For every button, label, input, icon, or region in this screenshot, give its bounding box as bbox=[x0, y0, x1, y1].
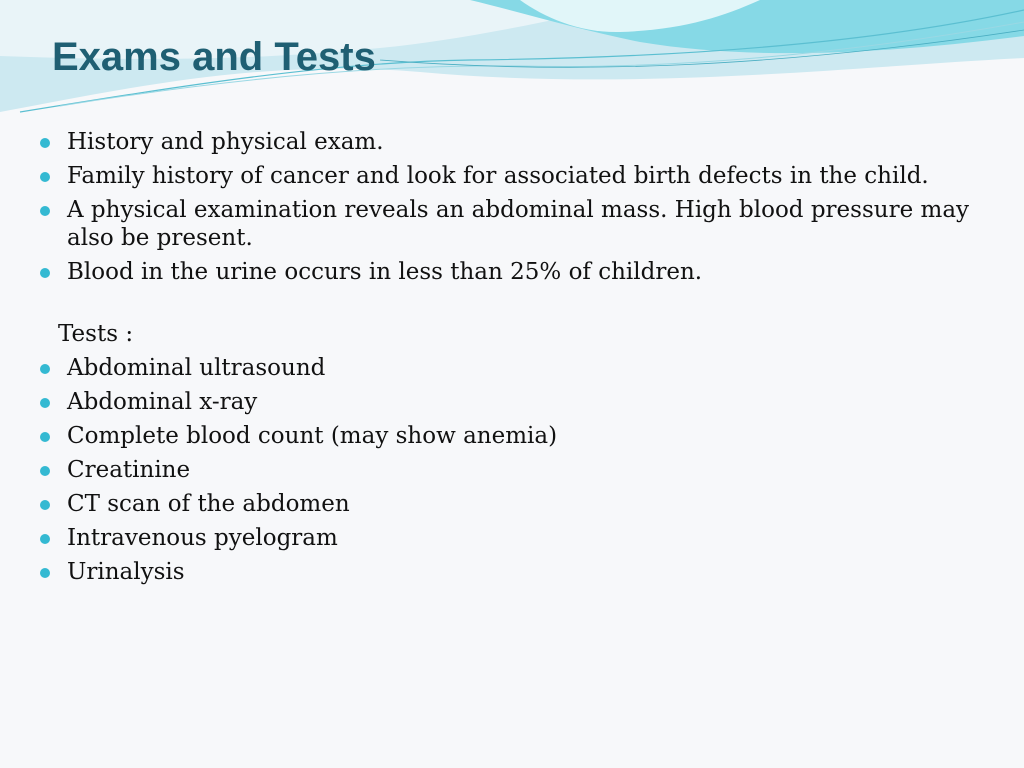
bullet-icon bbox=[40, 206, 50, 216]
list-item bbox=[40, 354, 980, 382]
list-item-text: A physical examination reveals an abdominal mass. High blood pressure may also be present. bbox=[67, 197, 970, 251]
list-item bbox=[40, 162, 980, 190]
bullet-icon bbox=[40, 432, 50, 442]
list-item bbox=[40, 524, 980, 552]
list-item-text: Complete blood count (may show anemia) bbox=[67, 423, 558, 449]
bullet-icon bbox=[40, 268, 50, 278]
list-item-text: Urinalysis bbox=[67, 559, 185, 585]
list-item bbox=[40, 422, 980, 450]
list-item-text: Abdominal ultrasound bbox=[67, 355, 326, 381]
exam-list bbox=[40, 128, 980, 286]
list-item-text: Intravenous pyelogram bbox=[67, 525, 338, 551]
bullet-icon bbox=[40, 466, 50, 476]
list-item bbox=[40, 128, 980, 156]
list-item bbox=[40, 196, 980, 252]
slide-title: Exams and Tests bbox=[52, 35, 376, 79]
list-item-text: Family history of cancer and look for associated birth defects in the child. bbox=[67, 163, 929, 189]
list-item bbox=[40, 558, 980, 586]
list-item bbox=[40, 490, 980, 518]
list-item-text: Creatinine bbox=[67, 457, 191, 483]
list-item-text: CT scan of the abdomen bbox=[67, 491, 350, 517]
tests-list bbox=[40, 354, 980, 586]
list-item bbox=[40, 388, 980, 416]
list-item bbox=[40, 258, 980, 286]
slide-body bbox=[40, 128, 980, 592]
bullet-icon bbox=[40, 138, 50, 148]
bullet-icon bbox=[40, 364, 50, 374]
list-item bbox=[40, 456, 980, 484]
spacer bbox=[40, 292, 980, 320]
list-item-text: History and physical exam. bbox=[67, 129, 384, 155]
list-item-text: Blood in the urine occurs in less than 25% of children. bbox=[67, 259, 703, 285]
tests-heading: Tests : bbox=[58, 321, 134, 347]
list-item-text: Abdominal x-ray bbox=[67, 389, 258, 415]
bullet-icon bbox=[40, 534, 50, 544]
bullet-icon bbox=[40, 398, 50, 408]
bullet-icon bbox=[40, 568, 50, 578]
bullet-icon bbox=[40, 500, 50, 510]
bullet-icon bbox=[40, 172, 50, 182]
